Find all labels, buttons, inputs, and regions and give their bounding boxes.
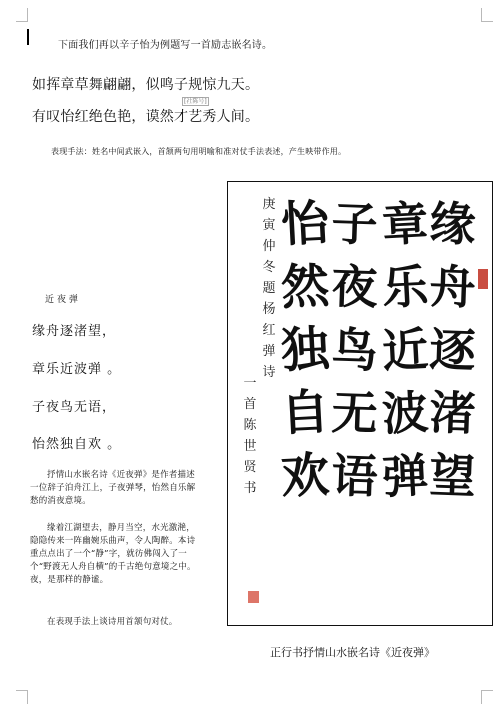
calligraphy-char-1-4: 渚: [428, 385, 477, 441]
reference-tag: [社陈号]: [184, 98, 207, 105]
inscription-char-1-8: 弹: [262, 344, 276, 359]
red-seal-bottom: [248, 591, 259, 603]
crop-mark-bottom-left-vertical: [27, 690, 28, 704]
calligraphy-char-1-2: 舟: [428, 259, 477, 315]
crop-mark-bottom-right-vertical: [481, 690, 482, 704]
paragraph-1: 抒情山水嵌名诗《近夜弹》是作者描述一位辞子泊舟江上，子夜弹琴，怡然自乐解愁的消夜意境。: [30, 470, 196, 506]
calligraphy-char-4-2: 然: [279, 257, 331, 317]
calligraphy-char-1-1: 缘: [428, 196, 477, 252]
crop-mark-top-left-vertical: [27, 8, 28, 22]
crop-mark-top-right-horizontal: [481, 21, 493, 22]
short-poem-line-3: 子夜鸟无语，: [32, 400, 117, 415]
inscription-char-1-9: 诗: [262, 365, 276, 380]
short-poem-line-2: 章乐近波弹 。: [32, 362, 122, 377]
inscription-char-2-3: 陈: [243, 418, 257, 433]
calligraphy-char-3-4: 无: [330, 385, 379, 441]
paragraph-2: 缘着江湖望去，静月当空，水光激滟，隐隐传来一阵幽婉乐曲声，令人陶醉。本诗重点点出了一个“静”字，就彷佛闯入了一个“野渡无人舟自横”的千古绝句意境之中。夜，是那样的静谧。: [30, 523, 196, 585]
inscription-char-1-3: 仲: [262, 239, 276, 254]
inscription-char-2-6: 书: [243, 481, 257, 496]
inscription-char-1-4: 冬: [262, 260, 276, 275]
calligraphy-svg: [228, 182, 492, 625]
calligraphy-char-4-3: 独: [279, 320, 331, 380]
calligraphy-char-2-5: 弹: [380, 447, 430, 505]
inscription-char-2-4: 世: [243, 439, 257, 454]
intro-text: 下面我们再以辛子怡为例题写一首励志嵌名诗。: [58, 40, 273, 51]
calligraphy-caption: 正行书抒情山水嵌名诗《近夜弹》: [270, 646, 435, 659]
crop-mark-top-right-vertical: [481, 8, 482, 22]
crop-mark-bottom-right-horizontal: [481, 690, 493, 691]
inscription-char-1-1: 庚: [262, 197, 276, 212]
inscription-char-1-5: 题: [262, 281, 276, 296]
poem-line-2: 有叹怡红绝色艳，谟然才艺秀人间。: [32, 109, 260, 125]
calligraphy-char-3-5: 语: [330, 448, 379, 504]
calligraphy-char-4-1: 怡: [279, 194, 331, 254]
short-poem-line-4: 怡然独自欢 。: [32, 437, 122, 452]
paragraph-3: 在表现手法上谈诗用首颔句对仗。: [47, 617, 178, 627]
poem-line-1: 如挥章草舞翩翩，似鸣子规惊九天。: [32, 77, 260, 93]
crop-mark-top-left-horizontal: [16, 21, 28, 22]
inscription-char-2-2: 首: [243, 397, 257, 412]
calligraphy-char-2-4: 波: [380, 384, 430, 442]
calligraphy-char-4-4: 自: [279, 383, 331, 443]
inscription-char-2-5: 贤: [243, 460, 257, 475]
short-poem-title: 近夜弹: [45, 295, 82, 305]
inscription-char-1-2: 寅: [262, 218, 276, 233]
calligraphy-char-3-2: 夜: [330, 259, 379, 315]
calligraphy-char-2-3: 近: [380, 321, 430, 379]
inscription-char-2-1: 一: [243, 376, 257, 391]
text-cursor: [27, 29, 29, 45]
calligraphy-char-2-2: 乐: [380, 258, 430, 316]
short-poem-line-1: 缘舟逐渚望，: [32, 324, 117, 339]
red-seal-top: [478, 269, 488, 289]
inscription-char-1-6: 杨: [262, 302, 276, 317]
inscription-char-1-7: 红: [262, 323, 276, 338]
calligraphy-char-1-3: 逐: [428, 322, 477, 378]
calligraphy-char-1-5: 望: [428, 448, 477, 504]
calligraphy-artwork: [227, 181, 493, 626]
technique-text: 表现手法：姓名中间武嵌入，首颔两句用明喻和准对仗手法表述，产生映带作用。: [51, 147, 347, 156]
calligraphy-char-4-5: 欢: [279, 446, 331, 506]
calligraphy-char-2-1: 章: [380, 195, 430, 253]
calligraphy-char-3-1: 子: [330, 196, 379, 252]
crop-mark-bottom-left-horizontal: [16, 690, 28, 691]
calligraphy-char-3-3: 鸟: [330, 322, 379, 378]
